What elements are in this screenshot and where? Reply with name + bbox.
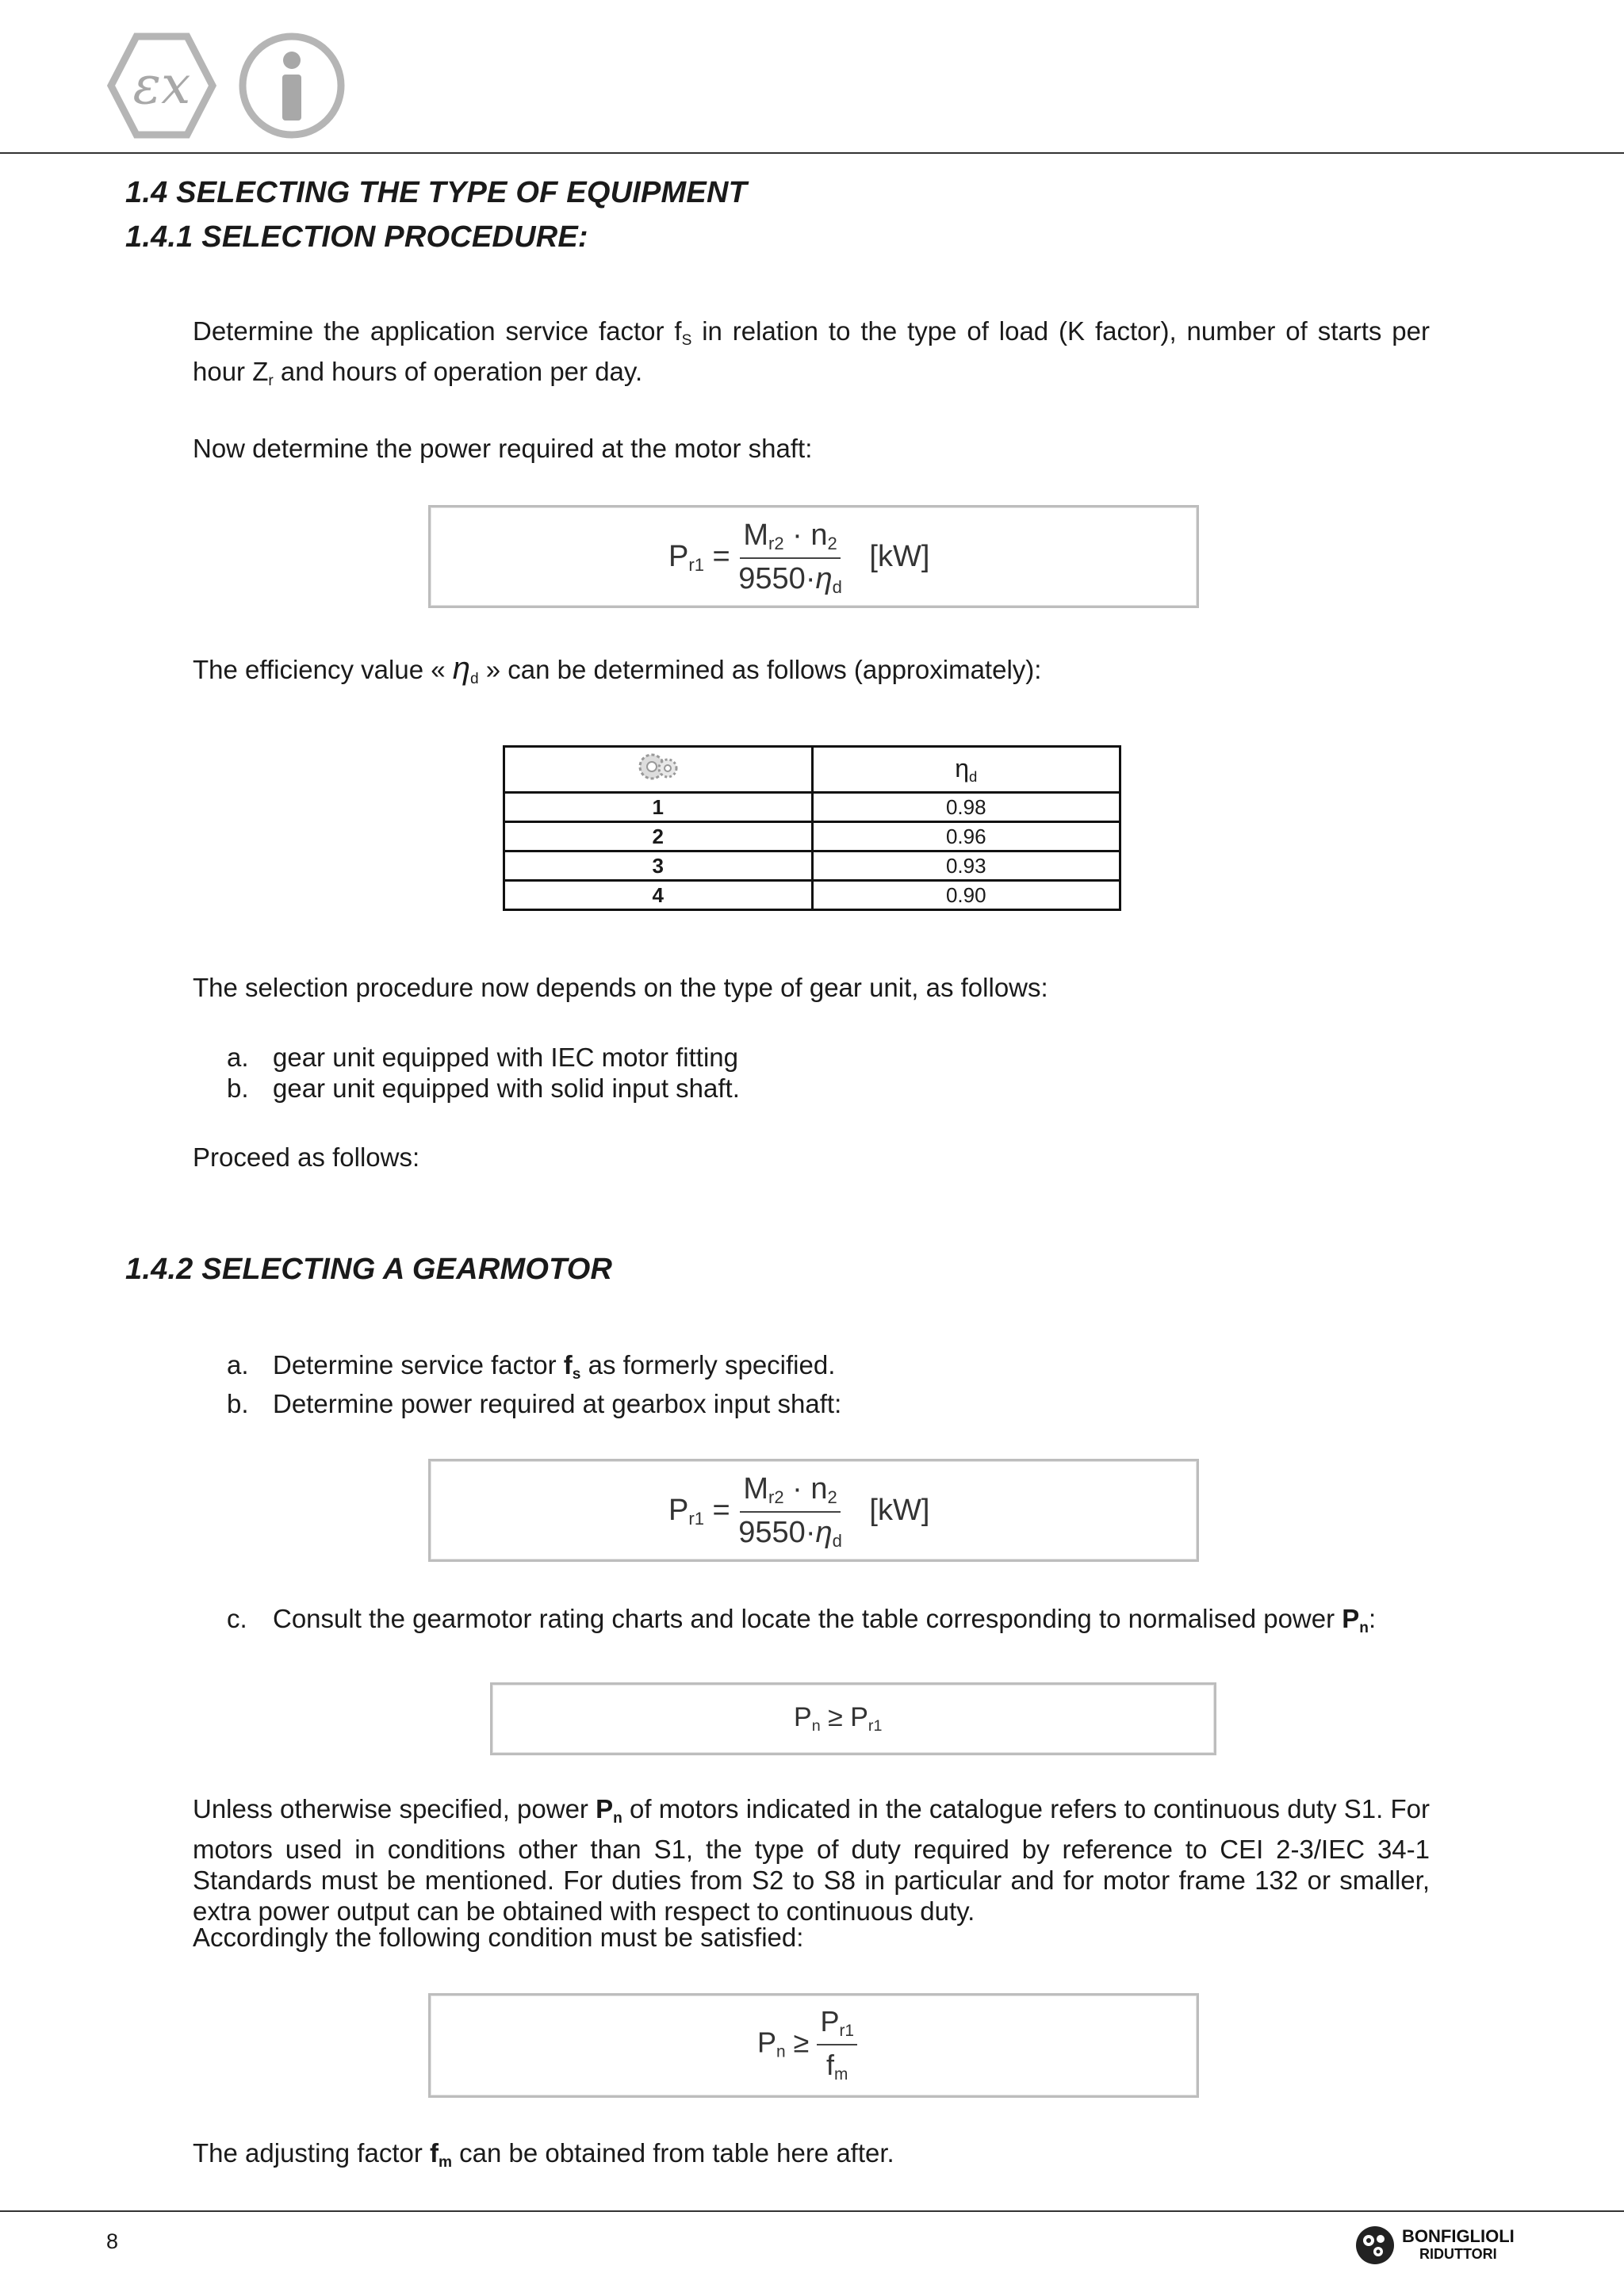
efficiency-table bbox=[503, 745, 1121, 911]
section-1-4-title: 1.4 SELECTING THE TYPE OF EQUIPMENT bbox=[125, 176, 747, 209]
efficiency-paragraph: The efficiency value « $\eta_d$ » can be determined as follows (approximately): bbox=[193, 651, 1042, 687]
atex-ex-icon bbox=[106, 30, 217, 141]
page-number: 8 bbox=[106, 2229, 119, 2253]
section-1-4-1-title: 1.4.1 SELECTION PROCEDURE: bbox=[125, 220, 588, 254]
pn-ge-pr1-formula-box bbox=[490, 1682, 1216, 1755]
list-item: b. Determine power required at gearbox input shaft: bbox=[227, 1389, 842, 1418]
power-formula: $P_{r1}$ = $\frac{M_{r2} \cdot n_2}{9550\cdot\eta_d}$ [kW] bbox=[668, 519, 930, 597]
list-item: c. Consult the gearmotor rating charts and locate the table corresponding to normalised power $P_n$: bbox=[227, 1604, 1377, 1636]
table-row bbox=[504, 881, 1120, 910]
gear-stages-header bbox=[504, 747, 813, 793]
table-cell-stages: 2 bbox=[504, 822, 813, 851]
table-cell-stages: 1 bbox=[504, 793, 813, 822]
table-row bbox=[504, 822, 1120, 851]
brand-logo bbox=[1354, 2225, 1515, 2266]
list-item: b. gear unit equipped with solid input shaft. bbox=[227, 1073, 740, 1103]
pn-ge-frac-formula-box bbox=[428, 1993, 1199, 2098]
brand-line-1: BONFIGLIOLI bbox=[1402, 2226, 1515, 2246]
motor-shaft-power-paragraph: Now determine the power required at the motor shaft: bbox=[193, 434, 813, 463]
footer-rule bbox=[0, 2210, 1624, 2212]
selection-procedure-paragraph: The selection procedure now depends on the type of gear unit, as follows: bbox=[193, 973, 1048, 1002]
table-cell-eta: 0.90 bbox=[812, 881, 1120, 910]
power-formula-box-2 bbox=[428, 1459, 1199, 1562]
list-item: a. gear unit equipped with IEC motor fitting bbox=[227, 1043, 738, 1072]
adjusting-factor-paragraph: The adjusting factor $f_m$ can be obtained from table here after. bbox=[193, 2138, 894, 2171]
power-formula-box bbox=[428, 505, 1199, 608]
table-cell-stages: 3 bbox=[504, 851, 813, 881]
list-item: a. Determine service factor $f_s$ as formerly specified. bbox=[227, 1350, 836, 1383]
table-cell-eta: 0.93 bbox=[812, 851, 1120, 881]
power-formula: $P_{r1}$ = $\frac{M_{r2} \cdot n_2}{9550\cdot\eta_d}$ [kW] bbox=[668, 1472, 930, 1551]
gear-stages-icon bbox=[636, 749, 680, 784]
eta-header: $\eta_d$ bbox=[812, 747, 1120, 793]
table-row bbox=[504, 793, 1120, 822]
bonfiglioli-logo-icon bbox=[1354, 2225, 1396, 2266]
svg-text:εx: εx bbox=[132, 55, 191, 116]
header-rule bbox=[0, 152, 1624, 154]
info-icon bbox=[236, 30, 347, 141]
service-factor-paragraph: Determine the application service factor $f_S$ in relation to the type of load (K factor), number of starts per hour $Z_r$ and hours of operation per day. bbox=[193, 316, 1430, 389]
pn-ge-frac-formula: $P_n$ ≥ $\frac{P_{r1}}{f_m}$ bbox=[757, 2005, 857, 2084]
table-header-row bbox=[504, 747, 1120, 793]
table-cell-eta: 0.96 bbox=[812, 822, 1120, 851]
table-cell-stages: 4 bbox=[504, 881, 813, 910]
brand-name bbox=[1402, 2228, 1515, 2263]
condition-paragraph: Accordingly the following condition must be satisfied: bbox=[193, 1923, 804, 1952]
table-row bbox=[504, 851, 1120, 881]
section-1-4-2-title: 1.4.2 SELECTING A GEARMOTOR bbox=[125, 1253, 613, 1286]
pn-ge-pr1-formula: $P_n \ge P_{r1}$ bbox=[794, 1702, 883, 1735]
brand-line-2: RIDUTTORI bbox=[1419, 2246, 1497, 2262]
table-cell-eta: 0.98 bbox=[812, 793, 1120, 822]
continuous-duty-paragraph: Unless otherwise specified, power $P_n$ of motors indicated in the catalogue refers to continuous duty S1. For motors used in conditions other than S1, the type of duty required by reference to CEI 2-3/IEC 34-1 Standards must be mentioned. For duties from S2 to S8 in particular and for motor frame 132 or smaller, extra power output can be obtained with respect to continuous duty. bbox=[193, 1794, 1430, 1926]
proceed-paragraph: Proceed as follows: bbox=[193, 1142, 420, 1172]
